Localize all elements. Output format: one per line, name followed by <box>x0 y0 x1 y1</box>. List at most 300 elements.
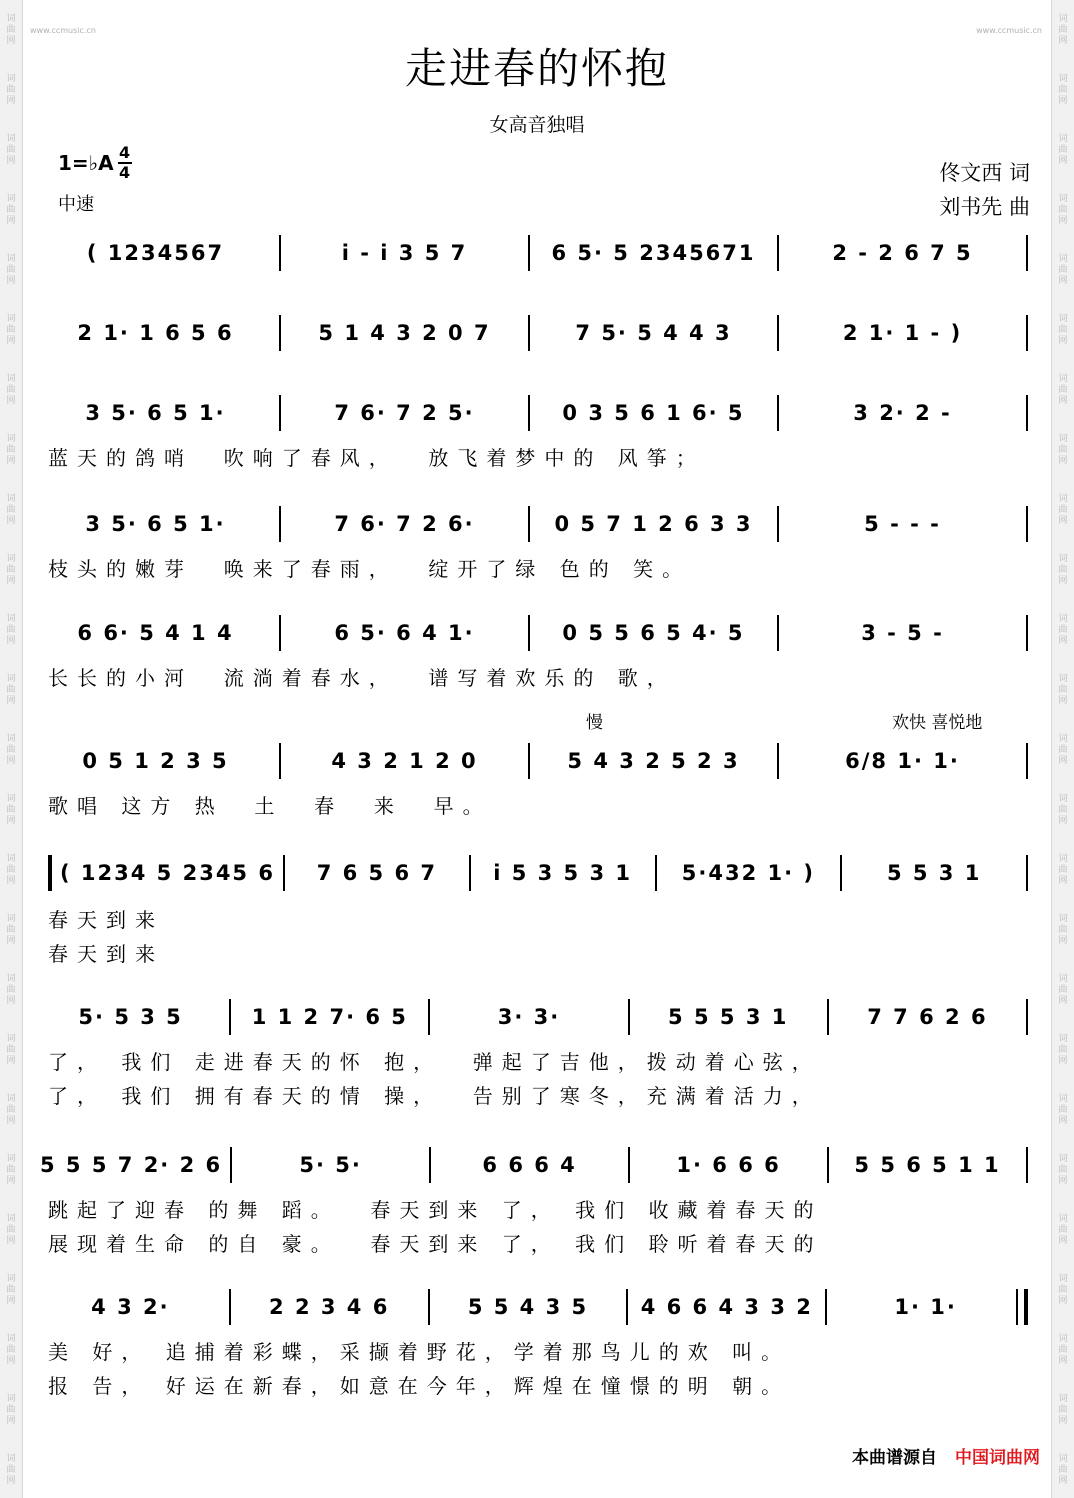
watermark-char: 网 <box>6 1115 16 1126</box>
barline <box>1026 395 1028 431</box>
lyrics-verse-1: 跳起了迎春 的舞 蹈。 春天到来 了， 我们 收藏着春天的 <box>48 1198 823 1222</box>
notation-line <box>40 503 1036 545</box>
barline <box>1026 1147 1028 1183</box>
barline <box>827 999 829 1035</box>
watermark-char: 曲 <box>6 744 16 755</box>
barline <box>777 743 779 779</box>
watermark-char: 曲 <box>1058 324 1068 335</box>
watermark-cell <box>1052 1140 1074 1200</box>
watermark-char: 网 <box>6 935 16 946</box>
watermark-cell <box>0 360 22 420</box>
barline <box>230 1147 232 1183</box>
measure-notes: 7 5· 5 4 4 3 <box>575 321 732 345</box>
watermark-char: 曲 <box>1058 204 1068 215</box>
lyrics-verse-1: 春天到来 <box>48 908 164 932</box>
watermark-cell <box>1052 960 1074 1020</box>
barline <box>777 315 779 351</box>
watermark-char: 词 <box>1058 673 1068 684</box>
measure-notes: 5 - - - <box>864 512 941 536</box>
score-system <box>40 996 1036 1116</box>
watermark-char: 曲 <box>6 24 16 35</box>
watermark-char: 网 <box>6 635 16 646</box>
watermark-char: 词 <box>6 1393 16 1404</box>
watermark-char: 网 <box>6 1415 16 1426</box>
watermark-char: 网 <box>1058 1295 1068 1306</box>
measure-notes: 6/8 1· 1· <box>845 749 960 773</box>
watermark-char: 曲 <box>6 144 16 155</box>
watermark-char: 曲 <box>6 564 16 575</box>
watermark-char: 网 <box>6 575 16 586</box>
watermark-char: 曲 <box>1058 1044 1068 1055</box>
watermark-char: 词 <box>6 253 16 264</box>
notation-line <box>40 612 1036 654</box>
measure-notes: 0 5 1 2 3 5 <box>82 749 229 773</box>
watermark-cell <box>0 900 22 960</box>
barline <box>229 1289 231 1325</box>
watermark-char: 曲 <box>6 1224 16 1235</box>
notation-line <box>40 852 1036 894</box>
watermark-char: 词 <box>1058 853 1068 864</box>
watermark-char: 词 <box>1058 1393 1068 1404</box>
watermark-char: 曲 <box>6 504 16 515</box>
watermark-char: 曲 <box>6 204 16 215</box>
watermark-char: 词 <box>6 673 16 684</box>
score-system <box>40 612 1036 732</box>
watermark-char: 曲 <box>6 1344 16 1355</box>
measure-notes: 4 6 6 4 3 3 2 <box>640 1295 813 1319</box>
measure-notes: 3 5· 6 5 1· <box>85 401 226 425</box>
barline <box>283 855 285 891</box>
lyrics-verse-1: 歌唱 这方 热 土 春 来 早。 <box>48 794 492 818</box>
watermark-char: 网 <box>1058 515 1068 526</box>
watermark-char: 网 <box>6 1475 16 1486</box>
tempo-lively-marking: 欢快 喜悦地 <box>892 713 983 733</box>
watermark-char: 词 <box>1058 793 1068 804</box>
watermark-cell <box>1052 1260 1074 1320</box>
watermark-cell <box>0 1440 22 1498</box>
watermark-cell <box>0 480 22 540</box>
song-title: 走进春的怀抱 <box>404 44 669 93</box>
measure-notes: i - i 3 5 7 <box>341 241 468 265</box>
watermark-char: 词 <box>1058 1033 1068 1044</box>
watermark-char: 曲 <box>1058 924 1068 935</box>
watermark-char: 网 <box>6 95 16 106</box>
watermark-char: 词 <box>6 193 16 204</box>
watermark-cell <box>1052 1200 1074 1260</box>
watermark-char: 网 <box>1058 1175 1068 1186</box>
watermark-char: 网 <box>1058 635 1068 646</box>
watermark-char: 词 <box>1058 493 1068 504</box>
source-credit <box>852 1443 1040 1468</box>
watermark-cell <box>1052 180 1074 240</box>
watermark-char: 网 <box>1058 155 1068 166</box>
watermark-char: 词 <box>6 493 16 504</box>
measure-notes: 3 2· 2 - <box>853 401 952 425</box>
watermark-cell <box>0 420 22 480</box>
key-text: 1=♭A <box>58 151 114 175</box>
watermark-char: 曲 <box>1058 264 1068 275</box>
measure-notes: 5 5 6 5 1 1 <box>854 1153 1001 1177</box>
measure-notes: 7 6 5 6 7 <box>316 861 437 885</box>
watermark-cell <box>1052 900 1074 960</box>
watermark-cell <box>0 1020 22 1080</box>
tempo-marking: 中速 <box>58 194 94 215</box>
measure-notes: 5 5 5 7 2· 2 6 <box>40 1153 223 1177</box>
watermark-char: 曲 <box>6 1104 16 1115</box>
score-system <box>40 1286 1036 1406</box>
meter-bottom: 4 <box>119 163 131 182</box>
measure-notes: 2 1· 1 - ) <box>842 321 963 345</box>
barline <box>1026 855 1028 891</box>
watermark-char: 曲 <box>1058 1284 1068 1295</box>
watermark-char: 曲 <box>6 1464 16 1475</box>
barline <box>777 235 779 271</box>
watermark-char: 曲 <box>6 1164 16 1175</box>
watermark-char: 曲 <box>6 864 16 875</box>
barline <box>279 235 281 271</box>
measure-notes: 4 3 2· <box>91 1295 170 1319</box>
watermark-char: 曲 <box>6 384 16 395</box>
watermark-char: 词 <box>1058 733 1068 744</box>
barline <box>1026 315 1028 351</box>
measure-notes: 5 5 5 3 1 <box>668 1005 789 1029</box>
watermark-char: 词 <box>6 1213 16 1224</box>
watermark-cell <box>0 1260 22 1320</box>
watermark-char: 曲 <box>6 924 16 935</box>
watermark-char: 词 <box>6 313 16 324</box>
measure-notes: 1· 6 6 6 <box>676 1153 781 1177</box>
watermark-char: 网 <box>1058 575 1068 586</box>
watermark-char: 曲 <box>6 804 16 815</box>
barline <box>469 855 471 891</box>
watermark-char: 网 <box>1058 395 1068 406</box>
right-watermark-strip <box>1051 0 1074 1498</box>
measure-notes: 7 7 6 2 6 <box>867 1005 988 1029</box>
notation-line <box>40 996 1036 1038</box>
watermark-char: 曲 <box>1058 1464 1068 1475</box>
watermark-char: 网 <box>1058 875 1068 886</box>
watermark-char: 词 <box>1058 1273 1068 1284</box>
watermark-char: 曲 <box>1058 384 1068 395</box>
watermark-char: 网 <box>1058 95 1068 106</box>
watermark-char: 曲 <box>1058 1344 1068 1355</box>
barline <box>279 743 281 779</box>
watermark-char: 词 <box>1058 1093 1068 1104</box>
watermark-cell <box>0 1200 22 1260</box>
source-brand: 中国词曲网 <box>955 1448 1040 1468</box>
barline <box>1026 743 1028 779</box>
barline <box>279 615 281 651</box>
watermark-cell <box>0 1080 22 1140</box>
watermark-char: 曲 <box>1058 744 1068 755</box>
watermark-char: 曲 <box>1058 624 1068 635</box>
watermark-char: 网 <box>1058 455 1068 466</box>
watermark-char: 网 <box>1058 335 1068 346</box>
watermark-char: 网 <box>6 695 16 706</box>
barline <box>827 1147 829 1183</box>
measure-notes: 2 1· 1 6 5 6 <box>77 321 234 345</box>
watermark-char: 曲 <box>6 684 16 695</box>
watermark-char: 曲 <box>1058 1164 1068 1175</box>
measure-notes: 5·432 1· ) <box>681 861 815 885</box>
watermark-char: 曲 <box>1058 804 1068 815</box>
measure-notes: ( 1234567 <box>86 241 225 265</box>
notation-line <box>40 1144 1036 1186</box>
watermark-cell <box>1052 660 1074 720</box>
watermark-char: 词 <box>1058 1153 1068 1164</box>
score-system <box>40 503 1036 623</box>
watermark-char: 网 <box>6 815 16 826</box>
watermark-char: 词 <box>1058 133 1068 144</box>
watermark-char: 网 <box>1058 815 1068 826</box>
watermark-char: 网 <box>1058 1475 1068 1486</box>
watermark-char: 曲 <box>1058 84 1068 95</box>
watermark-cell <box>0 720 22 780</box>
watermark-char: 网 <box>1058 1355 1068 1366</box>
top-right-watermark: www.ccmusic.cn <box>976 26 1042 35</box>
measure-notes: 1· 1· <box>894 1295 957 1319</box>
measure-notes: 4 3 2 1 2 0 <box>331 749 478 773</box>
credits <box>939 156 1030 224</box>
watermark-char: 词 <box>1058 433 1068 444</box>
barline <box>528 315 530 351</box>
measure-notes: 3 - 5 - <box>861 621 944 645</box>
score-system <box>40 852 1036 972</box>
watermark-char: 曲 <box>6 1404 16 1415</box>
watermark-char: 曲 <box>1058 1404 1068 1415</box>
watermark-cell <box>1052 600 1074 660</box>
time-signature <box>118 144 132 182</box>
barline <box>229 999 231 1035</box>
watermark-char: 曲 <box>6 324 16 335</box>
barline <box>528 395 530 431</box>
barline <box>48 855 52 891</box>
measure-notes: 0 3 5 6 1 6· 5 <box>562 401 745 425</box>
barline <box>528 743 530 779</box>
measure-notes: 3· 3· <box>497 1005 561 1029</box>
watermark-char: 曲 <box>6 1044 16 1055</box>
watermark-char: 网 <box>6 755 16 766</box>
watermark-cell <box>0 180 22 240</box>
repeat-end-barline <box>1016 1289 1028 1325</box>
lyricist: 佟文西 词 <box>939 161 1030 185</box>
watermark-char: 曲 <box>6 84 16 95</box>
watermark-char: 词 <box>6 433 16 444</box>
watermark-char: 词 <box>6 973 16 984</box>
measure-notes: i 5 3 5 3 1 <box>493 861 633 885</box>
barline <box>825 1289 827 1325</box>
measure-notes: 7 6· 7 2 6· <box>334 512 475 536</box>
watermark-cell <box>1052 540 1074 600</box>
watermark-char: 网 <box>1058 1415 1068 1426</box>
barline <box>1026 999 1028 1035</box>
measure-notes: 2 2 3 4 6 <box>269 1295 390 1319</box>
watermark-char: 曲 <box>1058 564 1068 575</box>
watermark-char: 词 <box>1058 193 1068 204</box>
watermark-cell <box>1052 840 1074 900</box>
watermark-column <box>0 0 22 1498</box>
watermark-char: 词 <box>6 793 16 804</box>
watermark-char: 曲 <box>6 264 16 275</box>
watermark-char: 曲 <box>6 444 16 455</box>
watermark-char: 词 <box>1058 73 1068 84</box>
watermark-cell <box>1052 420 1074 480</box>
watermark-char: 曲 <box>6 984 16 995</box>
measure-notes: 0 5 5 6 5 4· 5 <box>562 621 745 645</box>
watermark-char: 网 <box>6 275 16 286</box>
watermark-char: 网 <box>6 515 16 526</box>
watermark-char: 词 <box>1058 973 1068 984</box>
watermark-char: 曲 <box>1058 1104 1068 1115</box>
barline <box>1026 506 1028 542</box>
watermark-char: 网 <box>6 875 16 886</box>
watermark-cell <box>1052 1380 1074 1440</box>
measure-notes: 7 6· 7 2 5· <box>334 401 475 425</box>
watermark-char: 网 <box>6 1295 16 1306</box>
watermark-char: 词 <box>1058 253 1068 264</box>
watermark-char: 网 <box>1058 1115 1068 1126</box>
lyrics-verse-2: 展现着生命 的自 豪。 春天到来 了， 我们 聆听着春天的 <box>48 1232 823 1256</box>
watermark-char: 曲 <box>1058 504 1068 515</box>
watermark-cell <box>1052 480 1074 540</box>
watermark-char: 曲 <box>6 624 16 635</box>
watermark-cell <box>0 540 22 600</box>
watermark-char: 网 <box>1058 215 1068 226</box>
watermark-char: 词 <box>1058 613 1068 624</box>
watermark-column <box>1052 0 1074 1498</box>
barline <box>528 615 530 651</box>
watermark-char: 词 <box>6 373 16 384</box>
measure-notes: 6 5· 5 2345671 <box>551 241 756 265</box>
watermark-cell <box>0 600 22 660</box>
source-label: 本曲谱源自 <box>852 1448 937 1468</box>
measure-notes: 5· 5· <box>299 1153 362 1177</box>
barline <box>777 395 779 431</box>
watermark-char: 网 <box>1058 35 1068 46</box>
watermark-char: 网 <box>6 215 16 226</box>
watermark-char: 词 <box>6 853 16 864</box>
watermark-char: 网 <box>1058 1055 1068 1066</box>
watermark-char: 网 <box>1058 935 1068 946</box>
barline <box>626 1289 628 1325</box>
barline <box>428 999 430 1035</box>
barline <box>279 315 281 351</box>
notation-line <box>40 312 1036 354</box>
barline <box>528 506 530 542</box>
measure-notes: 6 5· 6 4 1· <box>334 621 475 645</box>
watermark-cell <box>1052 1080 1074 1140</box>
watermark-char: 网 <box>1058 275 1068 286</box>
watermark-char: 词 <box>6 913 16 924</box>
measure-notes: 6 6· 5 4 1 4 <box>77 621 234 645</box>
score-system <box>40 392 1036 512</box>
watermark-char: 词 <box>6 133 16 144</box>
watermark-char: 曲 <box>1058 144 1068 155</box>
watermark-char: 曲 <box>1058 984 1068 995</box>
barline <box>777 506 779 542</box>
watermark-char: 词 <box>1058 313 1068 324</box>
watermark-char: 词 <box>6 733 16 744</box>
measure-notes: 5 5 3 1 <box>886 861 982 885</box>
watermark-char: 词 <box>1058 913 1068 924</box>
watermark-char: 网 <box>6 1175 16 1186</box>
watermark-char: 词 <box>6 1153 16 1164</box>
measure-notes: 1 1 2 7· 6 5 <box>251 1005 408 1029</box>
score-system <box>40 1144 1036 1264</box>
lyrics-verse-1: 长长的小河 流淌着春水， 谱写着欢乐的 歌， <box>48 666 676 690</box>
barline <box>429 1147 431 1183</box>
watermark-char: 曲 <box>1058 24 1068 35</box>
watermark-cell <box>1052 300 1074 360</box>
watermark-char: 词 <box>6 13 16 24</box>
barline <box>628 1147 630 1183</box>
barline <box>279 506 281 542</box>
watermark-cell <box>1052 360 1074 420</box>
watermark-char: 词 <box>6 73 16 84</box>
watermark-char: 词 <box>6 1033 16 1044</box>
left-watermark-strip <box>0 0 23 1498</box>
watermark-char: 词 <box>6 1333 16 1344</box>
lyrics-verse-1: 枝头的嫩芽 唤来了春雨， 绽开了绿 色的 笑。 <box>48 557 692 581</box>
watermark-char: 网 <box>6 335 16 346</box>
lyrics-verse-1: 美 好， 追捕着彩蝶，采撷着野花，学着那鸟儿的欢 叫。 <box>48 1340 791 1364</box>
watermark-char: 网 <box>6 395 16 406</box>
watermark-char: 词 <box>1058 1453 1068 1464</box>
composer: 刘书先 曲 <box>939 195 1030 219</box>
watermark-char: 网 <box>6 35 16 46</box>
watermark-cell <box>1052 1320 1074 1380</box>
watermark-cell <box>0 1140 22 1200</box>
watermark-cell <box>1052 720 1074 780</box>
measure-notes: 5· 5 3 5 <box>78 1005 183 1029</box>
notation-line <box>40 232 1036 274</box>
watermark-char: 网 <box>6 1055 16 1066</box>
watermark-char: 网 <box>1058 1235 1068 1246</box>
watermark-char: 网 <box>6 995 16 1006</box>
watermark-cell <box>0 1320 22 1380</box>
barline <box>1026 615 1028 651</box>
watermark-cell <box>1052 1440 1074 1498</box>
measure-notes: 3 5· 6 5 1· <box>85 512 226 536</box>
watermark-char: 网 <box>6 1235 16 1246</box>
watermark-char: 网 <box>1058 995 1068 1006</box>
watermark-char: 网 <box>6 455 16 466</box>
measure-notes: 0 5 7 1 2 6 3 3 <box>554 512 753 536</box>
watermark-char: 曲 <box>1058 1224 1068 1235</box>
watermark-cell <box>0 780 22 840</box>
watermark-char: 曲 <box>1058 864 1068 875</box>
watermark-char: 词 <box>1058 1213 1068 1224</box>
watermark-char: 词 <box>6 553 16 564</box>
measure-notes: 2 - 2 6 7 5 <box>832 241 973 265</box>
watermark-char: 词 <box>6 613 16 624</box>
meter-top: 4 <box>119 143 131 162</box>
watermark-char: 词 <box>1058 373 1068 384</box>
barline <box>628 999 630 1035</box>
barline <box>428 1289 430 1325</box>
barline <box>528 235 530 271</box>
watermark-char: 词 <box>1058 13 1068 24</box>
measure-notes: 5 5 4 3 5 <box>467 1295 589 1319</box>
key-signature <box>58 144 132 182</box>
watermark-char: 曲 <box>1058 444 1068 455</box>
measure-notes: 5 4 3 2 5 2 3 <box>567 749 740 773</box>
lyrics-verse-2: 报 告， 好运在新春，如意在今年，辉煌在憧憬的明 朝。 <box>48 1374 791 1398</box>
lyrics-verse-2: 春天到来 <box>48 942 164 966</box>
watermark-cell <box>0 960 22 1020</box>
watermark-char: 词 <box>6 1093 16 1104</box>
measure-notes: ( 1234 5 2345 6 <box>60 861 275 885</box>
